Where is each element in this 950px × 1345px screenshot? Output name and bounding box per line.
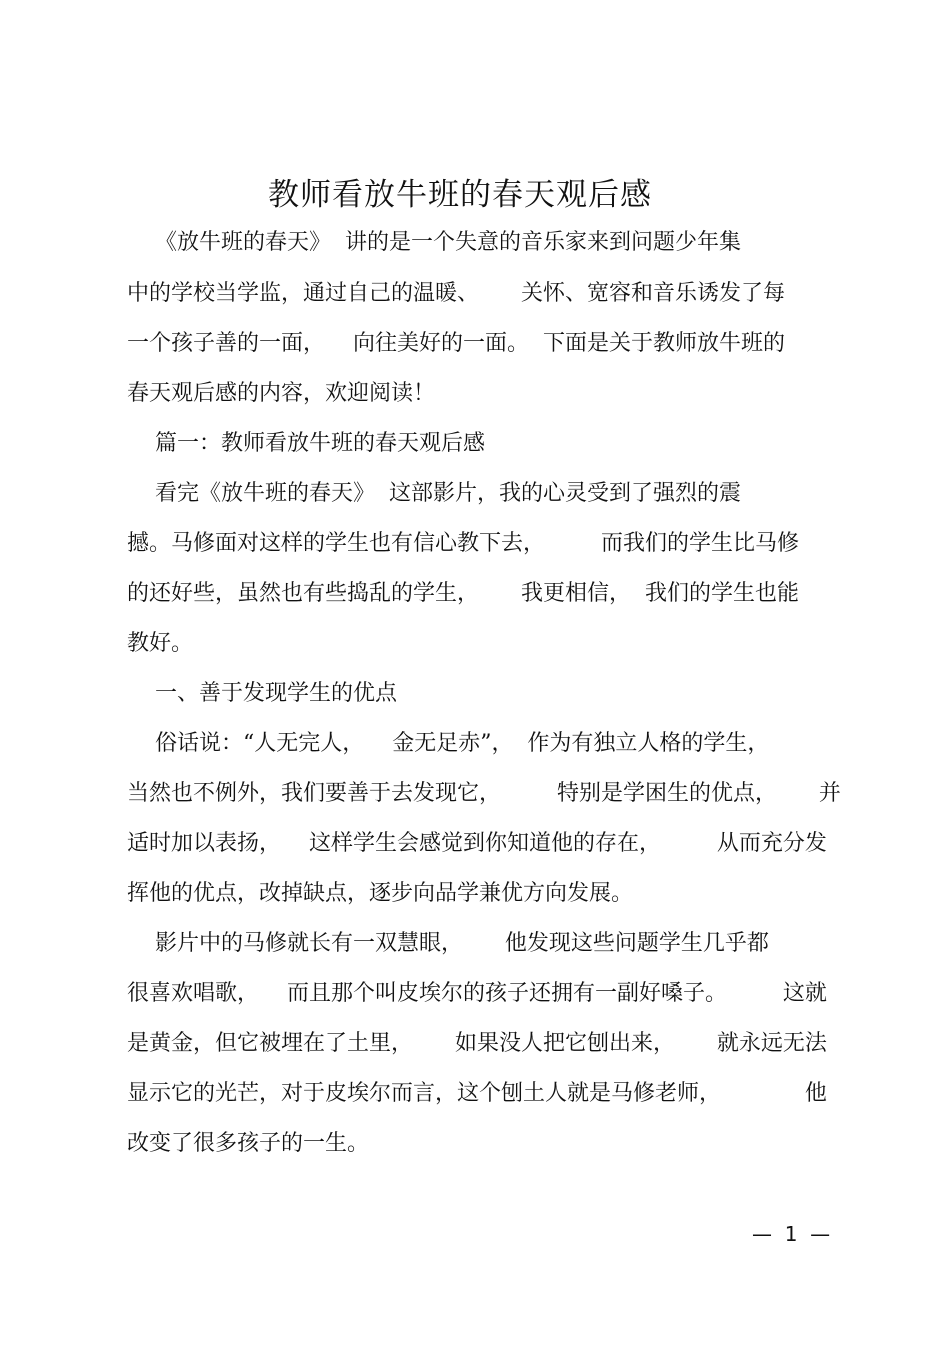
body-line: 适时加以表扬， 这样学生会感觉到你知道他的存在， 从而充分发 [127,831,827,856]
page-number: — 1 — [752,1222,831,1246]
body-line: 俗话说：“人无完人， 金无足赤”， 作为有独立人格的学生， [127,731,770,756]
body-line: 看完《放牛班的春天》 这部影片，我的心灵受到了强烈的震 [127,481,741,506]
body-line: 改变了很多孩子的一生。 [127,1131,370,1156]
body-line: 一个孩子善的一面， 向往美好的一面。 下面是关于教师放牛班的 [127,331,785,356]
body-line: 当然也不例外，我们要善于去发现它， 特别是学困生的优点， 并 [127,781,841,806]
body-line: 挥他的优点，改掉缺点，逐步向品学兼优方向发展。 [127,881,634,906]
subsection-heading: 一、善于发现学生的优点 [127,681,397,706]
body-line: 影片中的马修就长有一双慧眼， 他发现这些问题学生几乎都 [127,931,769,956]
body-line: 中的学校当学监，通过自己的温暖、 关怀、宽容和音乐诱发了每 [127,281,785,306]
body-line: 很喜欢唱歌， 而且那个叫皮埃尔的孩子还拥有一副好嗓子。 这就 [127,981,827,1006]
section-heading: 篇一：教师看放牛班的春天观后感 [127,431,485,456]
body-line: 显示它的光芒，对于皮埃尔而言，这个刨土人就是马修老师， 他 [127,1081,827,1106]
body-line: 《放牛班的春天》 讲的是一个失意的音乐家来到问题少年集 [127,230,741,255]
body-line: 是黄金，但它被埋在了土里， 如果没人把它刨出来， 就永远无法 [127,1031,827,1056]
body-line: 撼。马修面对这样的学生也有信心教下去， 而我们的学生比马修 [127,531,799,556]
body-line: 教好。 [127,631,194,656]
document-title: 教师看放牛班的春天观后感 [268,177,652,213]
body-line: 的还好些，虽然也有些捣乱的学生， 我更相信， 我们的学生也能 [127,581,799,606]
body-line: 春天观后感的内容，欢迎阅读！ [127,381,436,406]
